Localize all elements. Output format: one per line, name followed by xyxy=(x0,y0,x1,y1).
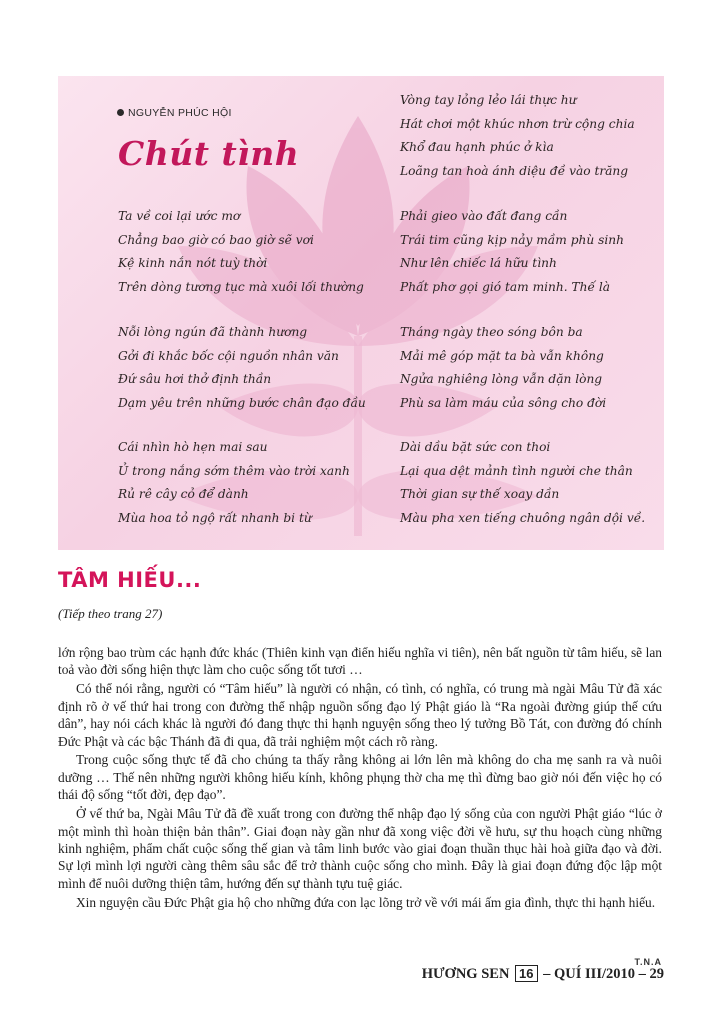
poem-line: Như lên chiếc lá hữu tình xyxy=(400,256,557,270)
issue-info: – QUÍ III/2010 – 29 xyxy=(543,966,664,982)
poem-line: Mùa hoa tỏ ngộ rất nhanh bi từ xyxy=(118,510,312,525)
page-number: 16 xyxy=(515,965,537,982)
poem-line: Cái nhìn hò hẹn mai sau xyxy=(118,440,268,454)
article-body xyxy=(58,644,662,913)
poem-line: Màu pha xen tiếng chuông ngân dội về. xyxy=(400,510,646,525)
poem-line: Ủ trong nắng sớm thêm vào trời xanh xyxy=(118,463,350,478)
poem-line: Khổ đau hạnh phúc ở kìa xyxy=(400,140,554,154)
author-initials: T.N.A xyxy=(634,957,662,967)
poem-line: Dài dầu bặt sức con thoi xyxy=(400,440,551,454)
right-stanza-2 xyxy=(400,205,624,299)
poem-panel xyxy=(58,76,664,550)
author-name: NGUYỄN PHÚC HỘI xyxy=(128,107,232,119)
article-paragraph: Trong cuộc sống thực tế đã cho chúng ta thấy rằng không ai lớn lên mà không do cha mẹ sanh ra và nuôi dưỡng … Thế nên những người không hiếu kính, không phụng thờ cha mẹ thì đừng bao giờ nói đến việc họ có thái độ sống “tốt đời, đẹp đạo”. xyxy=(58,752,662,803)
poem-line: Thời gian sự thế xoay dần xyxy=(400,487,560,501)
poem-line: Mải mê góp mặt ta bà vẫn không xyxy=(400,348,604,363)
poem-line: Đứ sâu hơi thở định thần xyxy=(118,372,272,386)
poem-line: Tháng ngày theo sóng bôn ba xyxy=(400,325,583,339)
poem-line: Trên dòng tương tục mà xuôi lối thường xyxy=(118,279,364,294)
poem-line: Ta về coi lại ước mơ xyxy=(118,209,241,223)
page-footer xyxy=(422,965,664,983)
poem-line: Nỗi lòng ngún đã thành hương xyxy=(118,325,308,339)
poem-line: Dạm yêu trên những bước chân đạo đầu xyxy=(118,395,366,410)
article-paragraph: lớn rộng bao trùm các hạnh đức khác (Thiên kinh vạn điển hiếu nghĩa vi tiên), nên bất nguồn từ tâm hiếu, sẽ lan toả vào đời sống hiện thực làm cho cuộc sống tốt tươi … xyxy=(58,645,662,678)
poem-line: Rủ rê cây cỏ để dành xyxy=(118,487,249,501)
poem-line: Lại qua dệt mảnh tình người che thân xyxy=(400,463,633,478)
article-paragraph: Xin nguyện cầu Đức Phật gia hộ cho những đứa con lạc lõng trở về với mái ấm gia đình, thực thi hạnh hiếu. xyxy=(76,894,656,910)
poem-line: Trái tim cũng kịp nảy mầm phù sinh xyxy=(400,232,624,247)
article-paragraph: Ở vế thứ ba, Ngài Mâu Tử đã đề xuất trong con đường thể nhập đạo lý sống của con người Phật giáo “lúc ở một mình thì hoàn thiện bản thân”. Giai đoạn này gần như đã xong việc đời về hưu, sự thu hoạch cùng những kinh nghiệm, phẩm chất cuộc sống thế gian và tâm linh bước vào giai đoạn thuần thục hài hoà giữa đạo và đời. Sự lợi mình lợi người càng thêm sâu sắc để trở thành cuộc sống cho mình. Đây là giai đoạn đứng độc lập một mình để nuôi dưỡng thiện tâm, hướng đến sự thành tựu tuệ giác. xyxy=(58,806,662,891)
poem-line: Hát chơi một khúc nhơn trừ cộng chia xyxy=(400,116,635,131)
right-stanza-1 xyxy=(400,89,635,183)
poem-line: Gởi đi khắc bốc cội nguồn nhân văn xyxy=(118,348,339,363)
left-stanza-2 xyxy=(118,321,366,415)
poem-title: Chút tình xyxy=(118,134,300,173)
right-stanza-4 xyxy=(400,436,645,530)
poem-line: Kệ kinh nắn nót tuỳ thời xyxy=(118,256,268,270)
left-stanza-1 xyxy=(118,205,364,299)
poem-line: Vòng tay lỏng lẻo lái thực hư xyxy=(400,93,577,107)
poem-line: Ngửa nghiêng lòng vẫn dặn lòng xyxy=(400,372,603,386)
magazine-name: HƯƠNG SEN xyxy=(421,966,510,982)
poem-author xyxy=(117,107,232,119)
poem-line: Phất phơ gọi gió tam minh. Thế là xyxy=(400,279,610,294)
article-title: TÂM HIẾU... xyxy=(58,568,202,592)
bullet-icon xyxy=(117,109,124,116)
left-stanza-3 xyxy=(118,436,350,530)
article-paragraph: Có thể nói rằng, người có “Tâm hiếu” là người có nhận, có tình, có nghĩa, có trung mà ngài Mâu Tử đã xác định rõ ở vế thứ hai trong con đường thể nhập nguồn sống đạo lý Phật giáo là “Ra ngoài đường giúp thế cứu dân”, hay nói cách khác là người đó đang thực thi hạnh nguyện sống theo lý tưởng Bồ Tát, con đường đó chính Đức Phật và các bậc Thánh đã đi qua, đã trải nghiệm một cách rõ ràng. xyxy=(58,681,662,749)
poem-line: Phải gieo vào đất đang cần xyxy=(400,209,568,223)
continued-note: (Tiếp theo trang 27) xyxy=(58,606,163,621)
poem-line: Phù sa làm máu của sông cho đời xyxy=(400,395,607,410)
poem-line: Chẳng bao giờ có bao giờ sẽ vơi xyxy=(118,232,314,247)
right-stanza-3 xyxy=(400,321,606,415)
poem-line: Loãng tan hoà ánh diệu đề vào trăng xyxy=(400,163,629,178)
